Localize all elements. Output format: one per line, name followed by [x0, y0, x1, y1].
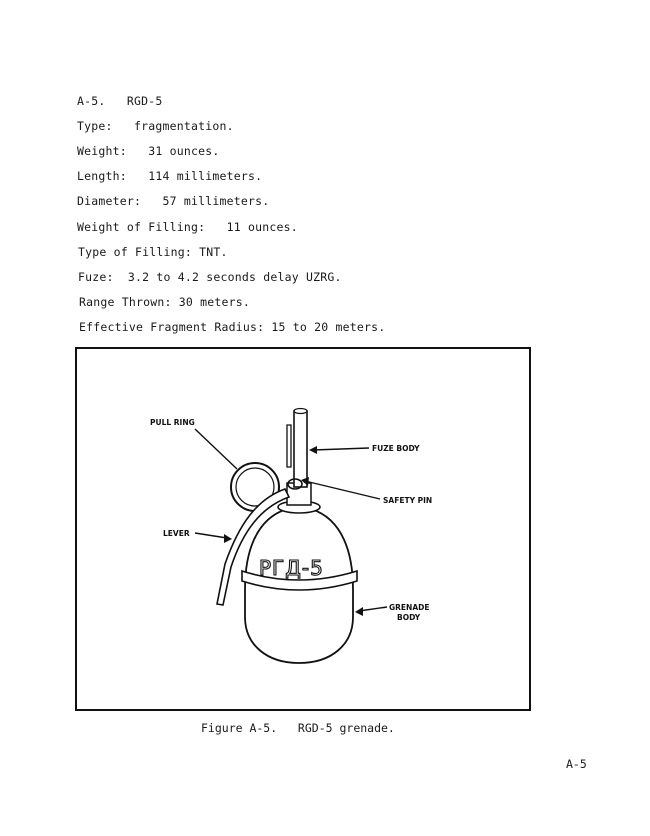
label-body: BODY	[397, 613, 421, 622]
arrow-grenade-body	[355, 607, 363, 616]
fuze-clip	[287, 425, 291, 467]
body-marking: PГД-5	[259, 556, 324, 580]
spec-type-of-filling: Type of Filling: TNT.	[78, 245, 228, 259]
figure-caption: Figure A-5. RGD-5 grenade.	[201, 721, 395, 735]
spec-fragment-radius: Effective Fragment Radius: 15 to 20 meters.	[79, 320, 386, 334]
spec-fuze: Fuze: 3.2 to 4.2 seconds delay UZRG.	[78, 270, 342, 284]
page-number: A-5	[566, 757, 587, 771]
leader-lever	[195, 533, 227, 538]
label-safety-pin: SAFETY PIN	[383, 496, 433, 505]
label-lever: LEVER	[163, 529, 190, 538]
spec-diameter: Diameter: 57 millimeters.	[77, 194, 270, 208]
leader-pull-ring	[195, 429, 237, 469]
leader-fuze-body	[313, 448, 369, 450]
leader-safety-pin	[305, 481, 380, 499]
spec-weight: Weight: 31 ounces.	[77, 144, 220, 158]
label-fuze-body: FUZE BODY	[372, 444, 420, 453]
spec-type: Type: fragmentation.	[77, 119, 234, 133]
grenade-illustration	[77, 349, 529, 709]
arrow-lever	[224, 534, 232, 543]
arrow-fuze-body	[309, 446, 317, 454]
spec-range-thrown: Range Thrown: 30 meters.	[79, 295, 250, 309]
figure-frame	[75, 347, 531, 711]
spec-weight-of-filling: Weight of Filling: 11 ounces.	[77, 220, 298, 234]
section-heading: A-5. RGD-5	[77, 94, 163, 108]
leader-grenade-body	[359, 607, 387, 611]
fuze-tube	[294, 411, 307, 487]
label-grenade: GRENADE	[389, 603, 430, 612]
fuze-top	[294, 409, 307, 414]
label-pull-ring: PULL RING	[150, 418, 195, 427]
spec-length: Length: 114 millimeters.	[77, 169, 263, 183]
